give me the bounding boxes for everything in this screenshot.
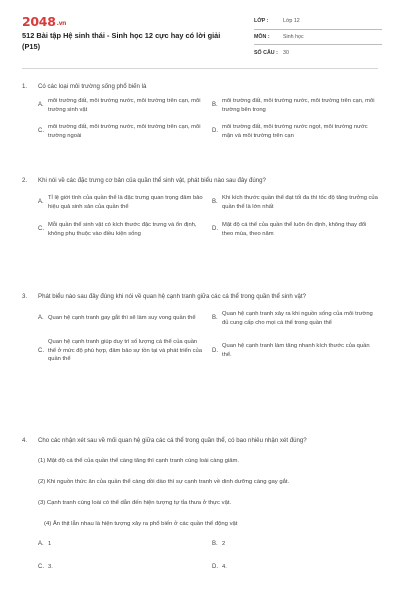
option-grid [38, 310, 378, 364]
meta-row-subject [254, 30, 382, 46]
option-d[interactable]: D. Quan hệ cạnh tranh làm tăng nhanh kích thước của quần thể. [212, 343, 370, 359]
question-text: Khi nói về các đặc trưng cơ bản của quần thể sinh vật, phát biểu nào sau đây đúng? [38, 177, 266, 184]
option-a[interactable]: A. Quan hệ cạnh tranh gay gắt thì sẽ làm suy vong quần thể [38, 315, 196, 322]
option-grid [38, 540, 378, 571]
question-text: Phát biểu nào sau đây đúng khi nói về quan hệ cạnh tranh giữa các cá thể trong quần thể sinh vật? [38, 293, 306, 300]
option-b[interactable]: B. Quan hệ cạnh tranh xảy ra khi nguồn sống của môi trường đủ cung cấp cho mọi cá thể trong quần thể [212, 311, 373, 326]
option-d[interactable]: D. môi trường đất, môi trường nước ngọt, môi trường nước mặn và môi trường trên cạn [212, 124, 368, 139]
question-2 [22, 176, 378, 238]
meta-label: LỚP : [254, 18, 269, 25]
question-stem [22, 292, 378, 301]
question-number: 2. [22, 177, 28, 184]
option-d[interactable]: D. Mật độ cá thể của quần thể luôn ổn định, không thay đổi theo mùa, theo năm [212, 222, 367, 237]
option-d[interactable]: D. 4. [212, 563, 227, 570]
question-text: Cho các nhận xét sau về mối quan hệ giữa các cá thể trong quần thể, có bao nhiêu nhận xét đúng? [38, 437, 307, 444]
question-stem [22, 82, 378, 91]
option-b[interactable]: B. 2 [212, 541, 226, 547]
option-a[interactable]: A. môi trường đất, môi trường nước, môi trường trên cạn, môi trường sinh vật [38, 98, 201, 113]
meta-value: Sinh học [283, 33, 304, 40]
site-logo[interactable]: 2048.vn [22, 14, 67, 29]
statement-4: (4) Ăn thịt lẫn nhau là hiện tượng xảy ra phổ biến ở các quần thể động vật [44, 521, 238, 527]
meta-label: SỐ CÂU : [254, 49, 278, 56]
question-1 [22, 82, 378, 140]
question-stem [22, 176, 378, 185]
meta-row-class [254, 14, 382, 30]
option-grid [38, 97, 378, 140]
option-c[interactable]: C. môi trường đất, môi trường nước, môi trường trên cạn, môi trường ngoài [38, 124, 201, 139]
meta-value: Lớp 12 [283, 18, 300, 25]
option-c[interactable]: C. Mỗi quần thể sinh vật có kích thước đặc trưng và ổn định, không phụ thuộc vào điều kiện sống [38, 222, 197, 237]
option-grid [38, 194, 378, 238]
question-number: 1. [22, 83, 28, 90]
question-number: 4. [22, 437, 28, 444]
question-number: 3. [22, 293, 28, 300]
option-c[interactable]: C. Quan hệ cạnh tranh giúp duy trì số lượng cá thể của quần thể ở mức độ phù hợp, đảm bảo sự tồn tại và phát triển của quần thể [38, 339, 202, 363]
option-c[interactable]: C. 3. [38, 563, 53, 570]
statement-3: (3) Cạnh tranh cùng loài có thể dẫn đến hiện tượng tự tỉa thưa ở thực vật. [38, 500, 232, 506]
page-title: 512 Bài tập Hệ sinh thái - Sinh học 12 cực hay có lời giải (P15) [22, 31, 221, 51]
question-stem [22, 436, 378, 445]
option-b[interactable]: B. Khi kích thước quần thể đạt tối đa thì tốc độ tăng trưởng của quần thể là lớn nhất [212, 195, 378, 210]
question-3 [22, 292, 378, 364]
header-divider [22, 68, 378, 69]
meta-label: MÔN : [254, 33, 270, 40]
statement-1: (1) Mật độ cá thể của quần thể càng tăng thì cạnh tranh cùng loài càng giảm. [38, 458, 240, 464]
quiz-meta [254, 14, 382, 61]
page-header [0, 0, 400, 66]
question-4 [22, 436, 378, 571]
logo-suffix: .vn [56, 20, 67, 27]
option-a[interactable]: A. Tỉ lệ giới tính của quần thể là đặc trưng quan trọng đảm bảo hiệu quả sinh sản của quần thể [38, 195, 203, 210]
statement-2: (2) Khi nguồn thức ăn của quần thể càng dồi dào thì sự cạnh tranh về dinh dưỡng càng gay gắt. [38, 479, 290, 485]
question-text: Có các loại môi trường sống phổ biến là [38, 83, 147, 90]
meta-row-count [254, 45, 382, 61]
meta-value: 30 [283, 49, 289, 56]
option-a[interactable]: A. 1 [38, 541, 52, 547]
option-b[interactable]: B. môi trường đất, môi trường nước, môi trường trên cạn, môi trường bên trong [212, 98, 375, 113]
